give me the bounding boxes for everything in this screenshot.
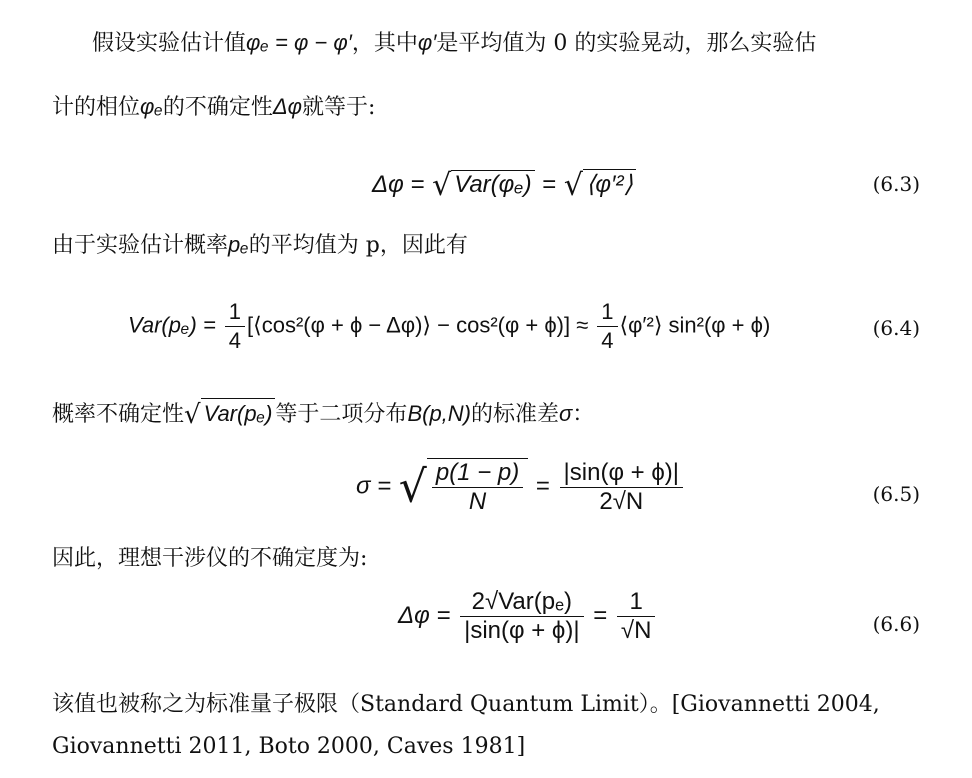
fraction [597,298,617,355]
text: ： [572,402,595,427]
eq-radicand: ⟨φ′²⟩ [583,169,636,199]
radicand-box [427,458,528,516]
eq-lhs: Δφ = [372,171,425,198]
equation-6-4 [128,298,770,355]
text: 因此，理想干涉仪的不确定度为: [52,546,368,571]
fraction [617,588,656,645]
text: 的不确定性 [162,95,273,120]
fraction [460,588,584,645]
eq-lhs: σ = [356,472,392,500]
math-inline: σ [559,401,573,426]
denominator: 4 [228,328,242,353]
fraction [560,459,684,516]
fraction [225,298,245,355]
equation-number: (6.5) [872,482,920,506]
eq-equals: = [542,171,557,198]
paragraph-4 [52,398,594,430]
paragraph-3 [52,230,468,261]
denominator: 2√N [599,487,644,515]
math-inline: φₑ [140,94,163,119]
eq-equals: = [593,602,608,629]
paragraph-6-line-1: 该值也被称之为标准量子极限（Standard Quantum Limit）。[Giovannetti 2004, [52,692,880,717]
text: 的标准差 [471,402,560,427]
paragraph-6-line-2: Giovannetti 2011, Boto 2000, Caves 1981] [52,734,526,759]
equation-number: (6.4) [872,316,920,340]
equation-6-3 [372,168,636,203]
text: 由于实验估计概率 [52,233,229,258]
paragraph-1 [92,28,816,59]
math-inline: pₑ [228,232,249,257]
radical-icon: √ [563,168,584,203]
numerator: |sin(φ + ϕ)| [560,459,684,488]
eq-lhs: Var(pₑ) = [128,312,216,338]
denominator: |sin(φ + ϕ)| [464,617,580,644]
numerator: 1 [617,588,656,617]
equation-number: (6.6) [872,612,920,636]
text: 假设实验估计值 [92,31,247,56]
math-inline: Δφ [272,94,303,119]
equation-6-6 [398,588,657,645]
math-inline: φₑ = φ − φ′ [246,30,352,55]
text: 计的相位 [52,95,141,120]
denominator: √N [620,617,652,644]
text: 就等于: [302,95,376,120]
eq-radicand: Var(φₑ) [451,170,534,199]
equation-number: (6.3) [872,172,920,196]
equation-6-5 [356,458,685,516]
text: ，其中 [351,31,418,56]
text: 是平均值为 0 的实验晃动，那么实验估 [436,31,817,56]
text: 等于二项分布 [275,402,408,427]
numerator: p(1 − p) [432,459,523,488]
math-inline: φ′ [417,30,437,55]
eq-lhs: Δφ = [398,602,451,629]
math-inline: B(p,N) [407,401,471,426]
denominator: N [468,488,487,515]
numerator: 1 [225,298,245,327]
eq-rhs: ⟨φ′²⟩ sin²(φ + ϕ) [619,312,771,338]
numerator: 1 [597,298,617,327]
denominator: 4 [601,328,614,353]
math-inline: Var(pₑ) [201,398,276,429]
paragraph-2 [52,92,375,123]
eq-middle: [⟨cos²(φ + ϕ − Δφ)⟩ − cos²(φ + ϕ)] ≈ [247,312,589,338]
fraction [432,459,523,516]
paragraph-5 [52,544,367,574]
text: 的平均值为 p，因此有 [248,233,468,258]
eq-equals: = [535,472,550,500]
radical-icon: √ [184,400,201,430]
radical-icon: √ [432,168,452,203]
numerator: 2√Var(pₑ) [460,588,584,617]
text: 概率不确定性 [52,402,185,427]
radical-icon: √ [398,461,427,513]
